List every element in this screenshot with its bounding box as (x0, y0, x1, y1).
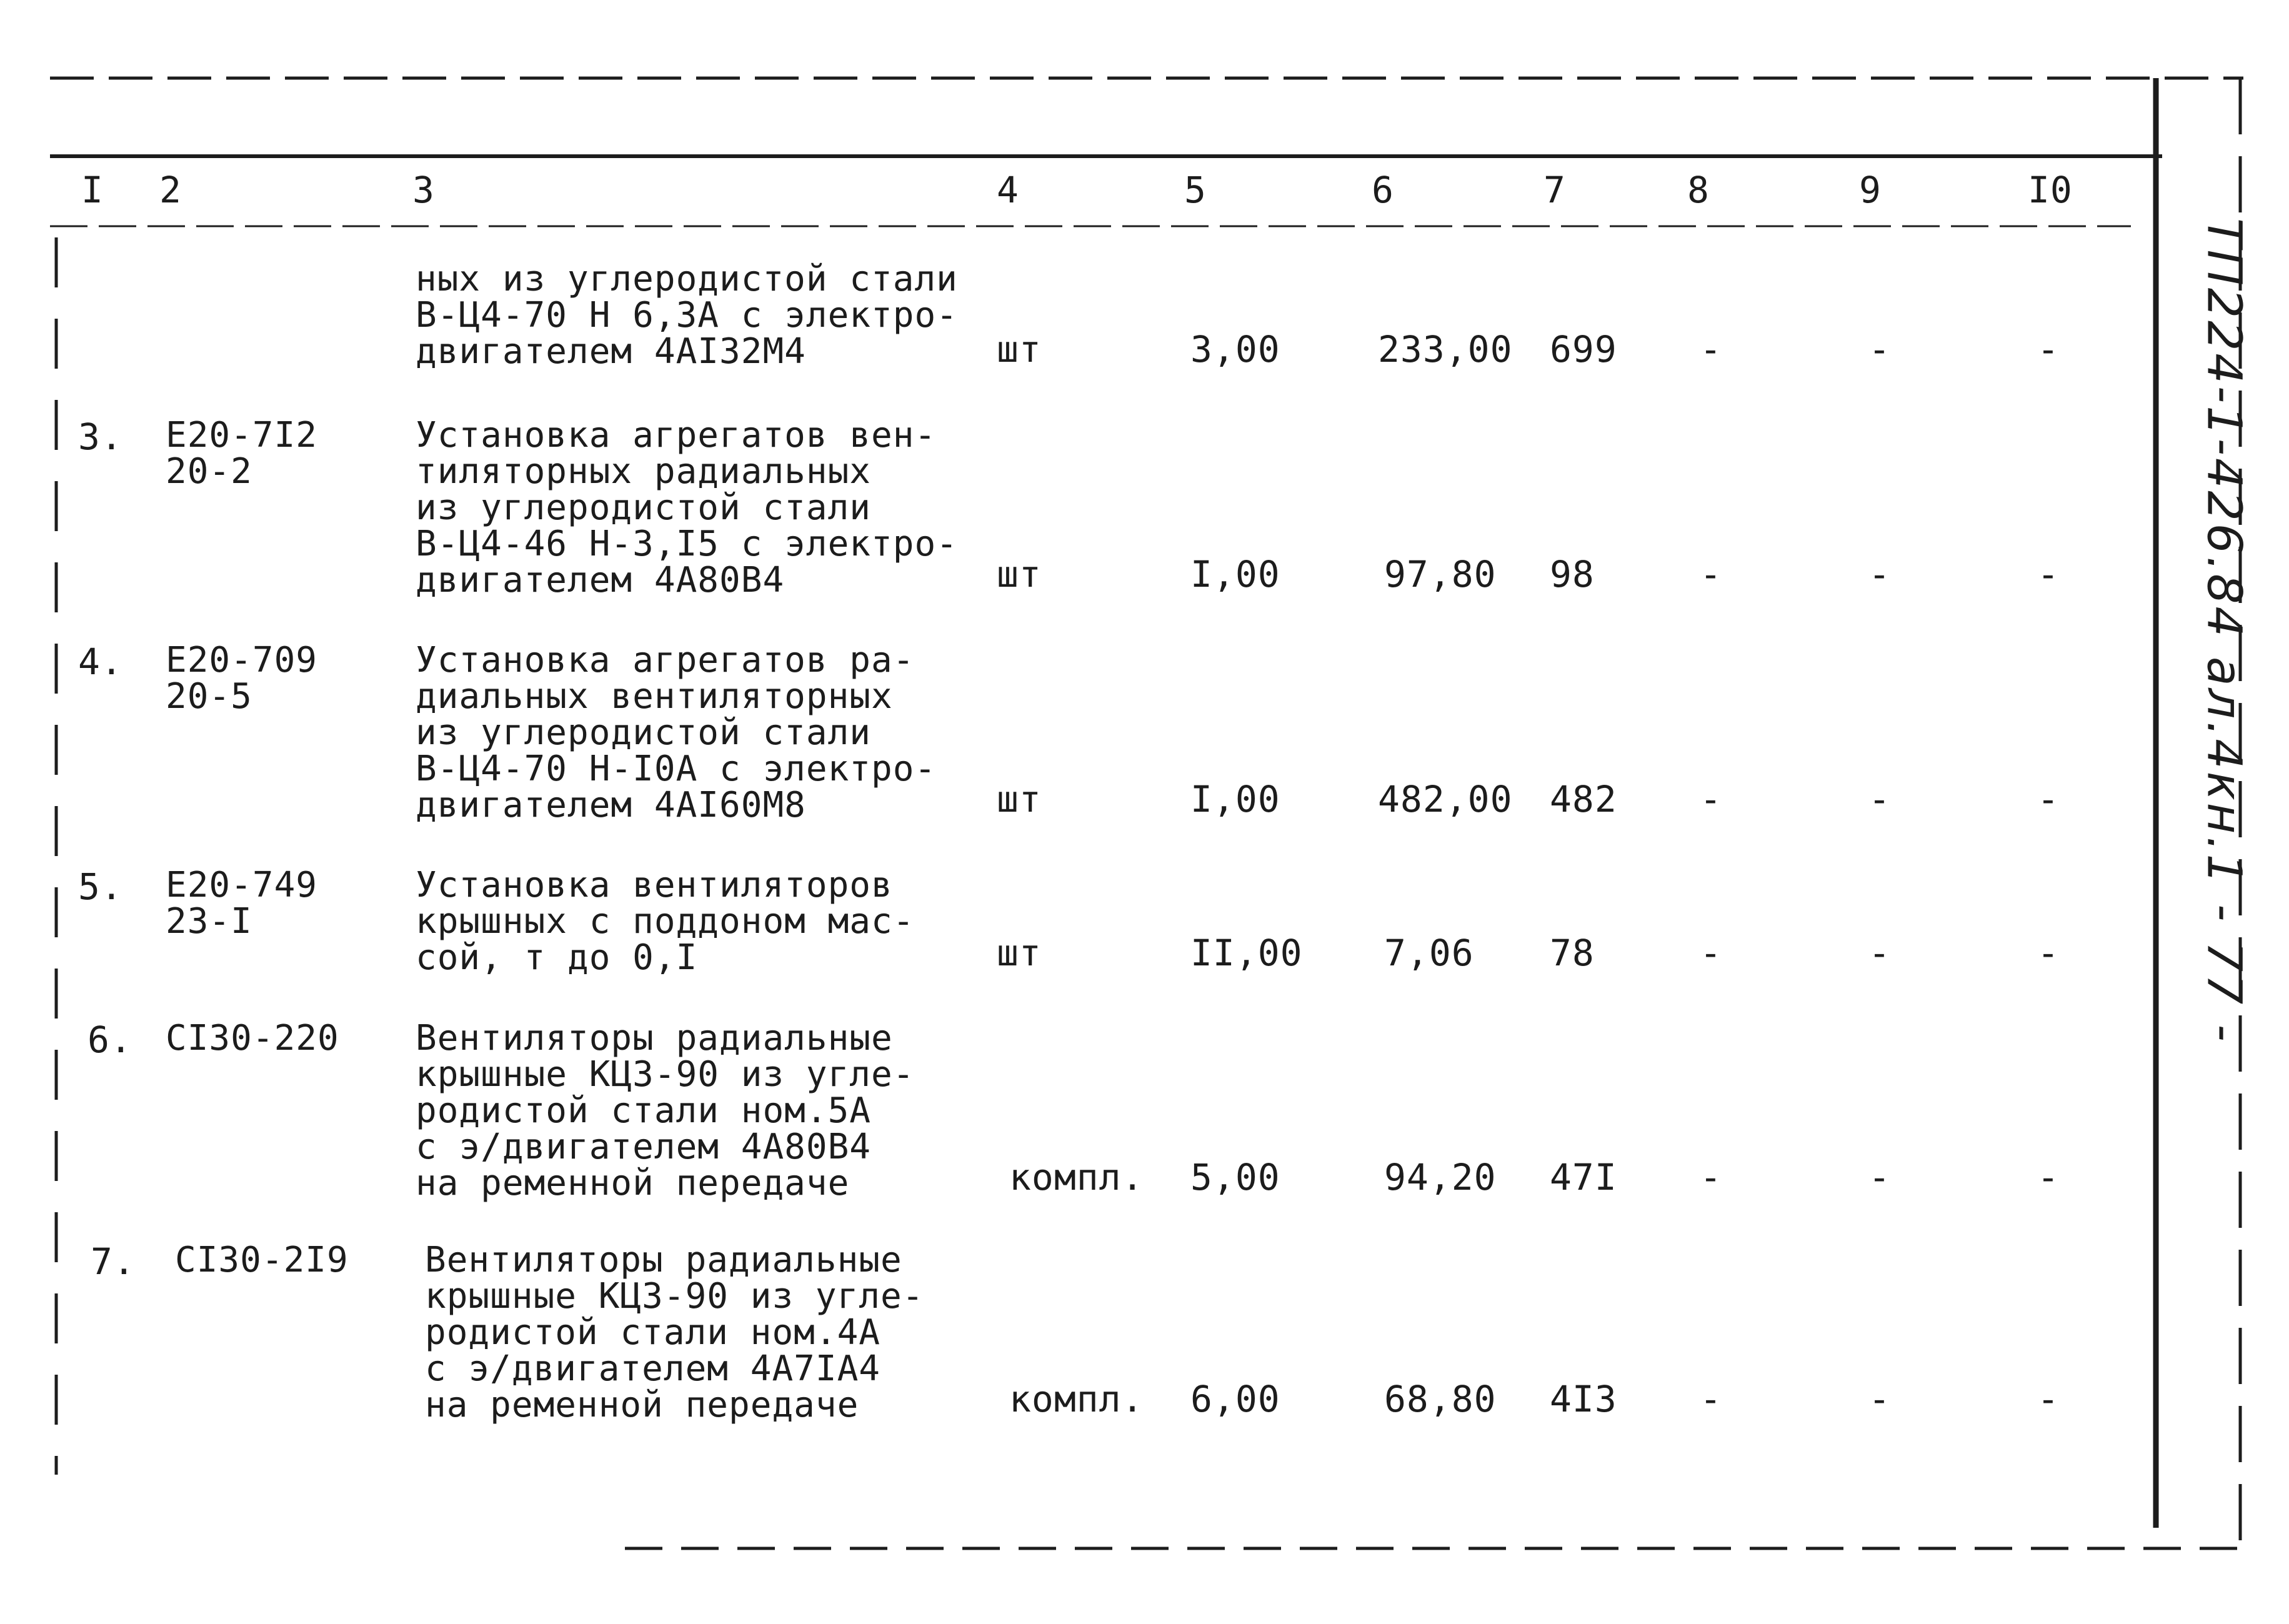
column-header-1: I (81, 169, 104, 211)
row-unit: компл. (1009, 1378, 1144, 1420)
row-total: 78 (1550, 932, 1595, 974)
row-total: 482 (1550, 778, 1617, 820)
row-description: Установка агрегатов ра- диальных вентиляторных из углеродистой стали В-Ц4-70 Н-I0А с электро- двигателем 4АI60М8 (416, 640, 937, 825)
column-header-10: I0 (2028, 169, 2073, 211)
row-number: 6. (87, 1019, 132, 1061)
row-number: 3. (78, 416, 123, 458)
column-header-9: 9 (1859, 169, 1882, 211)
row-quantity: 6,00 (1190, 1378, 1280, 1420)
row-unit: компл. (1009, 1156, 1144, 1198)
row-unit: шт (997, 328, 1042, 371)
column-header-2: 2 (159, 169, 182, 211)
row-description: Вентиляторы радиальные крышные КЦЗ-90 из угле- родистой стали ном.5А с э/двигателем 4А80В4 на ременной передаче (416, 1018, 915, 1203)
row-description: Установка агрегатов вен- тиляторных радиальных из углеродистой стали В-Ц4-46 Н-3,I5 с электро- двигателем 4А80В4 (416, 415, 958, 600)
row-unit-price: 94,20 (1384, 1156, 1497, 1198)
row-unit: шт (997, 932, 1042, 974)
row-number: 7. (91, 1240, 136, 1283)
row-col8: - (1700, 932, 1722, 974)
row-col8: - (1700, 1156, 1722, 1198)
row-col8: - (1700, 778, 1722, 820)
row-description: Вентиляторы радиальные крышные КЦЗ-90 из угле- родистой стали ном.4А с э/двигателем 4А7IА4 на ременной передаче (425, 1240, 924, 1425)
row-unit: шт (997, 553, 1042, 595)
row-total: 4I3 (1550, 1378, 1617, 1420)
row-code: СI30-220 (166, 1018, 339, 1059)
row-quantity: II,00 (1190, 932, 1303, 974)
row-total: 47I (1550, 1156, 1617, 1198)
row-unit-price: 7,06 (1384, 932, 1474, 974)
row-col8: - (1700, 328, 1722, 371)
row-number: 4. (78, 640, 123, 683)
row-description: ных из углеродистой стали В-Ц4-70 Н 6,3А с электро- двигателем 4АI32М4 (416, 259, 958, 372)
row-col10: - (2037, 553, 2060, 595)
row-col9: - (1868, 1378, 1891, 1420)
row-number: 5. (78, 865, 123, 908)
sheet-code-text: ТП224-1-426.84 ал.4кн.1 - 77 - (2197, 218, 2253, 1044)
row-unit-price: 482,00 (1378, 778, 1513, 820)
row-col10: - (2037, 328, 2060, 371)
row-unit: шт (997, 778, 1042, 820)
row-total: 699 (1550, 328, 1617, 371)
column-header-5: 5 (1184, 169, 1207, 211)
row-quantity: I,00 (1190, 553, 1280, 595)
column-header-8: 8 (1687, 169, 1710, 211)
row-col9: - (1868, 553, 1891, 595)
row-col10: - (2037, 932, 2060, 974)
column-header-6: 6 (1372, 169, 1394, 211)
row-col10: - (2037, 1378, 2060, 1420)
row-quantity: 5,00 (1190, 1156, 1280, 1198)
row-col8: - (1700, 553, 1722, 595)
row-description: Установка вентиляторов крышных с поддоном мас- сой, т до 0,I (416, 865, 915, 978)
column-header-4: 4 (997, 169, 1019, 211)
row-col8: - (1700, 1378, 1722, 1420)
row-unit-price: 68,80 (1384, 1378, 1497, 1420)
row-code: Е20-749 23-I (166, 865, 318, 942)
row-total: 98 (1550, 553, 1595, 595)
row-col10: - (2037, 1156, 2060, 1198)
row-col9: - (1868, 932, 1891, 974)
row-col9: - (1868, 1156, 1891, 1198)
column-header-3: 3 (412, 169, 435, 211)
row-code: Е20-7I2 20-2 (166, 415, 318, 492)
row-col10: - (2037, 778, 2060, 820)
row-code: СI30-2I9 (175, 1240, 349, 1280)
row-quantity: 3,00 (1190, 328, 1280, 371)
column-header-7: 7 (1543, 169, 1566, 211)
row-col9: - (1868, 328, 1891, 371)
row-col9: - (1868, 778, 1891, 820)
row-code: Е20-709 20-5 (166, 640, 318, 717)
row-quantity: I,00 (1190, 778, 1280, 820)
row-unit-price: 233,00 (1378, 328, 1513, 371)
row-unit-price: 97,80 (1384, 553, 1497, 595)
